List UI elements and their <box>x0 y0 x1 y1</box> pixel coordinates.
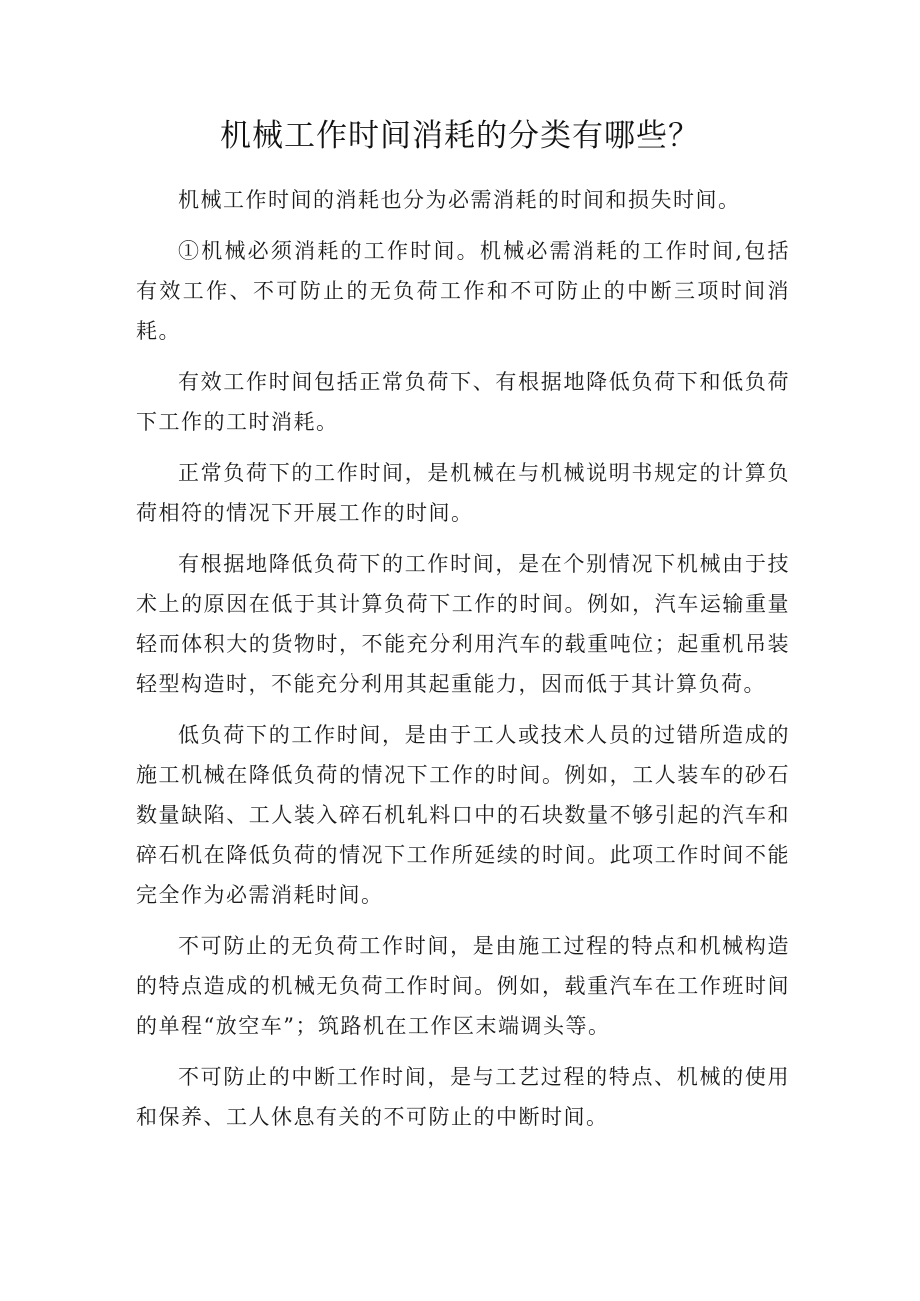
paragraph-no-load: 不可防止的无负荷工作时间，是由施工过程的特点和机械构造的特点造成的机械无负荷工作时间。例如，载重汽车在工作班时间的单程“放空车”；筑路机在工作区末端调头等。 <box>136 934 790 1038</box>
paragraph-necessary-time: ①机械必须消耗的工作时间。机械必需消耗的工作时间,包括有效工作、不可防止的无负荷工作和不可防止的中断三项时间消耗。 <box>136 239 790 343</box>
paragraph-intro: 机械工作时间的消耗也分为必需消耗的时间和损失时间。 <box>178 188 741 212</box>
paragraph-reduced-load: 有根据地降低负荷下的工作时间，是在个别情况下机械由于技术上的原因在低于其计算负荷下工作的时间。例如，汽车运输重量轻而体积大的货物时，不能充分利用汽车的载重吨位；起重机吊装轻型构造时，不能充分利用其起重能力，因而低于其计算负荷。 <box>136 552 790 696</box>
paragraph-interruption: 不可防止的中断工作时间，是与工艺过程的特点、机械的使用和保养、工人休息有关的不可防止的中断时间。 <box>136 1065 790 1129</box>
paragraph-effective-work: 有效工作时间包括正常负荷下、有根据地降低负荷下和低负荷下工作的工时消耗。 <box>136 370 790 434</box>
paragraph-low-load: 低负荷下的工作时间，是由于工人或技术人员的过错所造成的施工机械在降低负荷的情况下工作的时间。例如，工人装车的砂石数量缺陷、工人装入碎石机轧料口中的石块数量不够引起的汽车和碎石机在降低负荷的情况下工作所延续的时间。此项工作时间不能完全作为必需消耗时间。 <box>136 723 790 907</box>
document-title: 机械工作时间消耗的分类有哪些？ <box>220 118 700 154</box>
paragraph-normal-load: 正常负荷下的工作时间，是机械在与机械说明书规定的计算负荷相符的情况下开展工作的时间。 <box>136 461 790 525</box>
document-body <box>136 180 790 1137</box>
